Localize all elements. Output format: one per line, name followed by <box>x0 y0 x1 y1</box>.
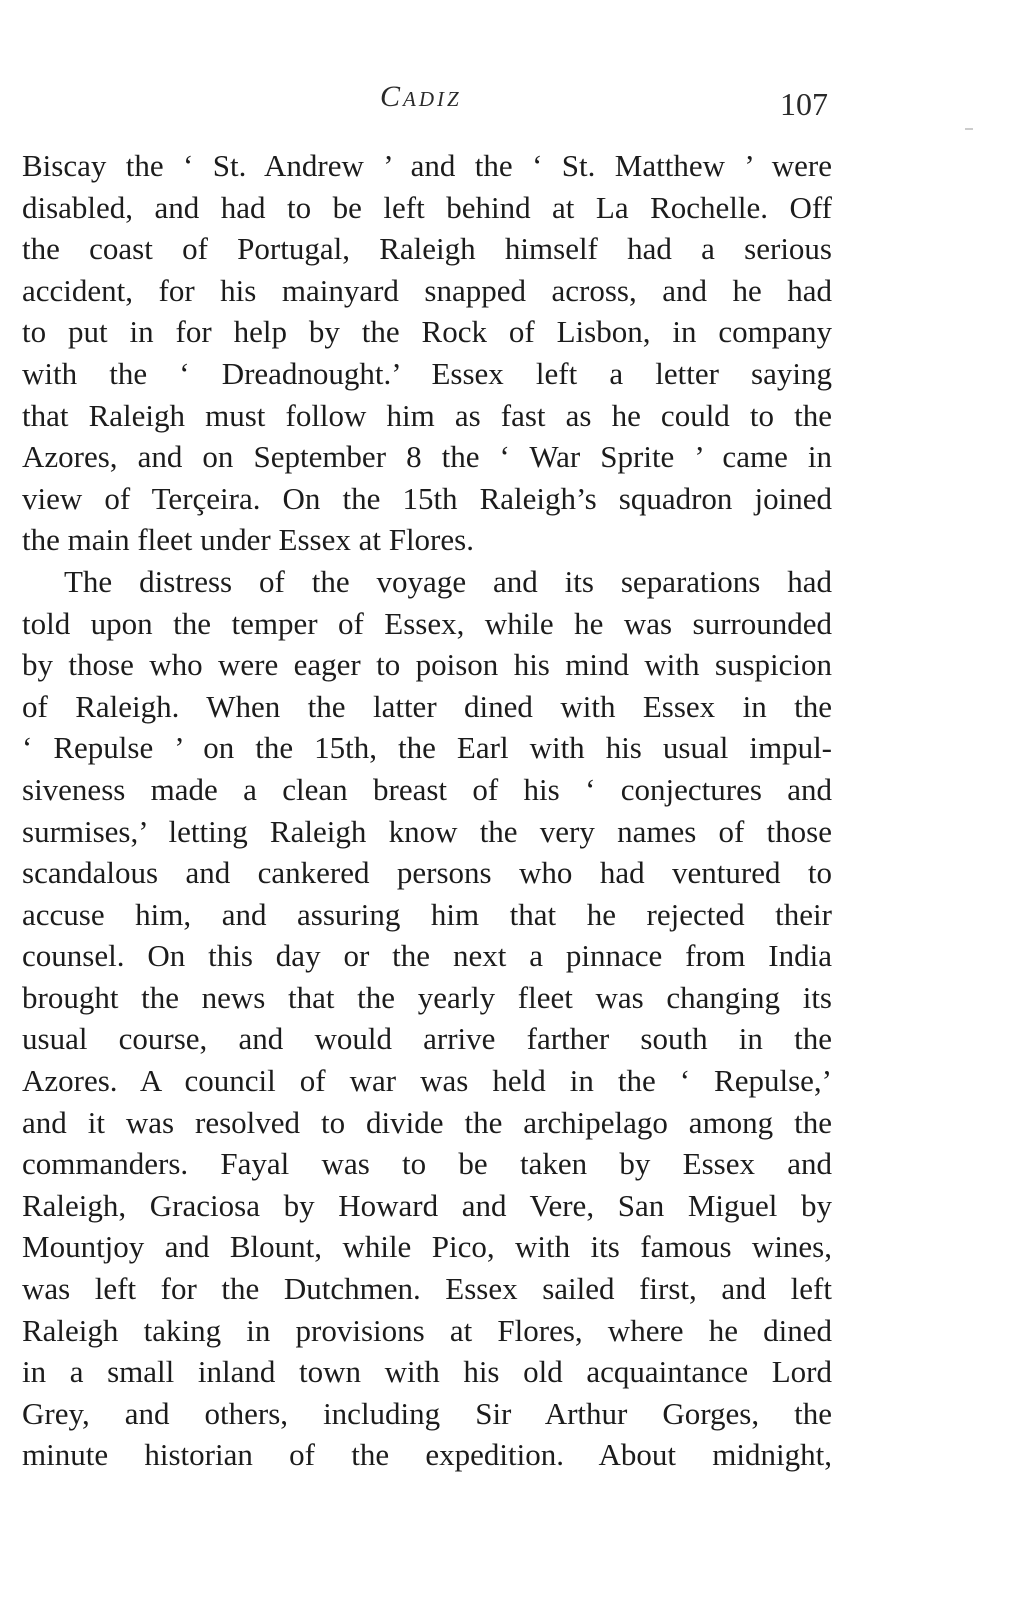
page-edge-mark <box>965 128 973 130</box>
text-line: view of Terçeira. On the 15th Raleigh’s squadron joined <box>22 480 832 516</box>
text-line: disabled, and had to be left behind at La Rochelle. Off <box>22 189 832 225</box>
text-line: The distress of the voyage and its separations had <box>64 563 832 599</box>
text-line: usual course, and would arrive farther south in the <box>22 1021 832 1057</box>
text-line: with the ‘ Dreadnought.’ Essex left a letter saying <box>22 355 832 391</box>
text-line: the coast of Portugal, Raleigh himself had a serious <box>22 231 832 267</box>
text-line: Azores. A council of war was held in the ‘ Repulse,’ <box>22 1063 832 1099</box>
text-line: Mountjoy and Blount, while Pico, with its famous wines, <box>22 1229 832 1265</box>
paragraph-2 <box>22 561 832 1476</box>
text-line: counsel. On this day or the next a pinnace from India <box>22 938 832 974</box>
text-line: told upon the temper of Essex, while he was surrounded <box>22 605 832 641</box>
text-line: Raleigh, Graciosa by Howard and Vere, San Miguel by <box>22 1187 832 1223</box>
text-line: commanders. Fayal was to be taken by Essex and <box>22 1146 832 1182</box>
text-line: accident, for his mainyard snapped across, and he had <box>22 272 832 308</box>
text-line: was left for the Dutchmen. Essex sailed first, and left <box>22 1271 832 1307</box>
text-line: the main fleet under Essex at Flores. <box>22 522 474 558</box>
text-line: Raleigh taking in provisions at Flores, where he dined <box>22 1312 832 1348</box>
text-line: minute historian of the expedition. About midnight, <box>22 1437 832 1473</box>
text-line: of Raleigh. When the latter dined with Essex in the <box>22 688 832 724</box>
text-line: and it was resolved to divide the archipelago among the <box>22 1104 832 1140</box>
text-line: siveness made a clean breast of his ‘ conjectures and <box>22 771 832 807</box>
page-number: 107 <box>780 86 828 122</box>
running-title: Cadiz <box>380 80 462 113</box>
text-line: scandalous and cankered persons who had ventured to <box>22 855 832 891</box>
text-line: in a small inland town with his old acquaintance Lord <box>22 1354 832 1390</box>
text-line: that Raleigh must follow him as fast as he could to the <box>22 397 832 433</box>
text-line: ‘ Repulse ’ on the 15th, the Earl with his usual impul- <box>22 730 832 766</box>
running-head <box>0 72 1030 132</box>
text-line: to put in for help by the Rock of Lisbon, in company <box>22 314 832 350</box>
text-line: brought the news that the yearly fleet was changing its <box>22 979 832 1015</box>
text-line: Biscay the ‘ St. Andrew ’ and the ‘ St. Matthew ’ were <box>22 148 832 183</box>
text-line: surmises,’ letting Raleigh know the very names of those <box>22 813 832 849</box>
body-text <box>22 145 832 1476</box>
text-line: accuse him, and assuring him that he rejected their <box>22 896 832 932</box>
text-line: by those who were eager to poison his mind with suspicion <box>22 647 832 683</box>
text-line: Azores, and on September 8 the ‘ War Sprite ’ came in <box>22 439 832 475</box>
text-line: Grey, and others, including Sir Arthur Gorges, the <box>22 1395 832 1431</box>
paragraph-1 <box>22 145 832 561</box>
